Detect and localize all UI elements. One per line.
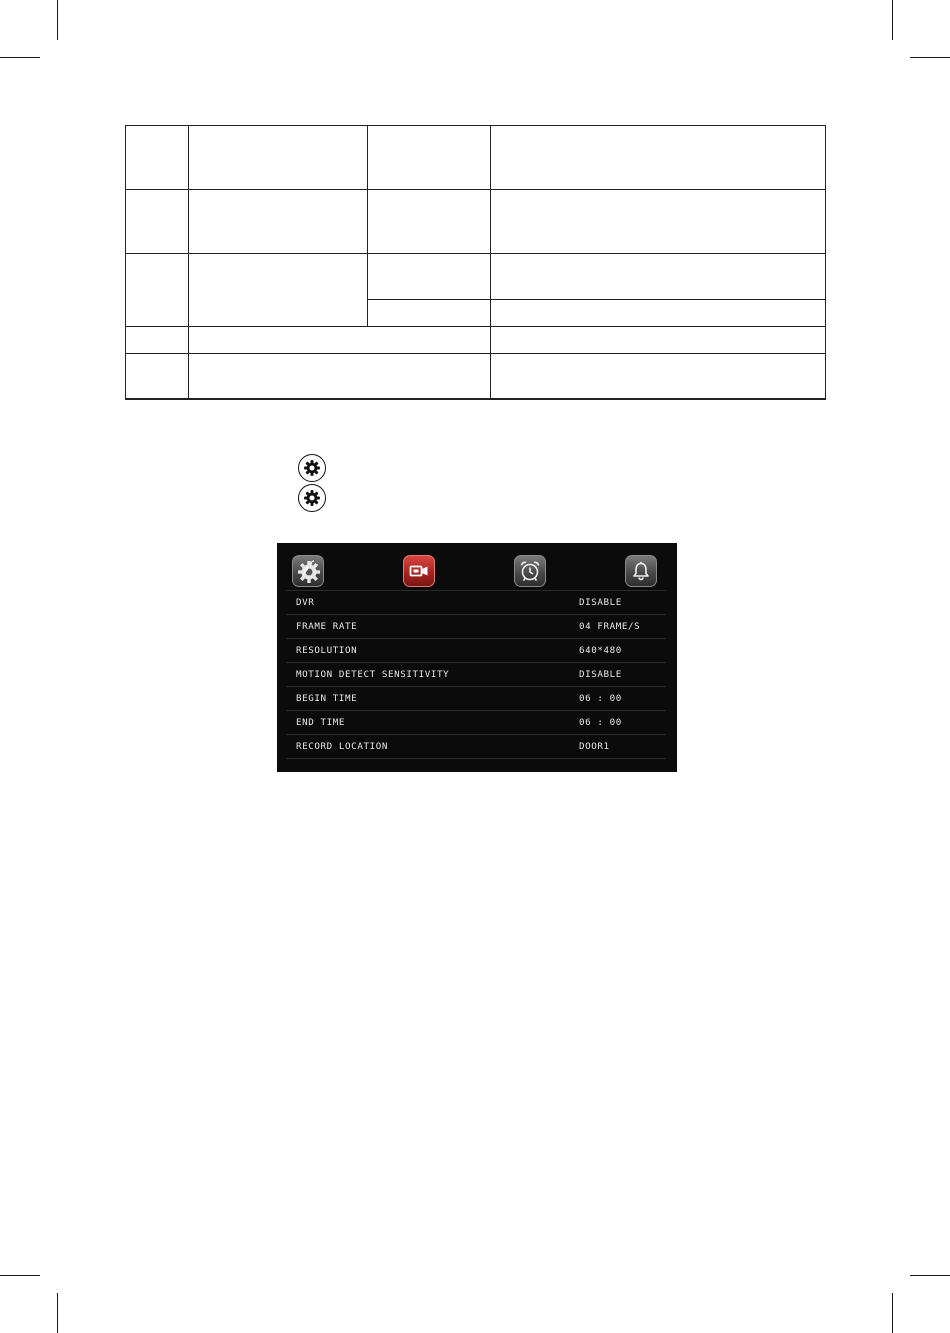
- table-cell: [126, 254, 189, 327]
- crop-mark: [910, 1275, 950, 1276]
- table-cell: [491, 354, 826, 399]
- setting-label: MOTION DETECT SENSITIVITY: [296, 669, 450, 680]
- menu-row-resolution[interactable]: [286, 639, 666, 663]
- table-row: [126, 126, 826, 190]
- table-cell: [491, 254, 826, 300]
- table-row: [126, 190, 826, 254]
- table-cell: [491, 300, 826, 327]
- table-cell: [491, 190, 826, 254]
- setting-value[interactable]: 640*480: [579, 645, 622, 656]
- settings-key-icon: [298, 484, 326, 512]
- table-cell: [189, 126, 368, 190]
- settings-key-icon: [298, 454, 326, 482]
- menu-row-end-time[interactable]: [286, 711, 666, 735]
- table-cell: [368, 126, 491, 190]
- table-row: [126, 254, 826, 300]
- crop-mark: [892, 1293, 893, 1333]
- menu-row-dvr[interactable]: [286, 591, 666, 615]
- setting-label: END TIME: [296, 717, 346, 728]
- table-cell: [189, 354, 491, 399]
- setting-value[interactable]: DOOR1: [579, 741, 610, 752]
- tab-ring[interactable]: [625, 555, 657, 587]
- setting-label: BEGIN TIME: [296, 693, 358, 704]
- crop-mark: [892, 0, 893, 40]
- tab-alarm[interactable]: [514, 555, 546, 587]
- gear-icon: [303, 459, 321, 477]
- table-cell: [126, 126, 189, 190]
- table-cell: [126, 354, 189, 399]
- menu-row-frame-rate[interactable]: [286, 615, 666, 639]
- table-cell: [189, 327, 491, 354]
- crop-mark: [0, 57, 40, 58]
- table-row: [126, 354, 826, 399]
- spec-table: [125, 125, 826, 400]
- setting-value[interactable]: 06 : 00: [579, 693, 622, 704]
- setting-value[interactable]: 06 : 00: [579, 717, 622, 728]
- table-cell: [189, 254, 368, 327]
- setting-value[interactable]: 04 FRAME/S: [579, 621, 641, 632]
- tab-system-settings[interactable]: [292, 555, 324, 587]
- setting-label: RESOLUTION: [296, 645, 358, 656]
- bell-icon: [630, 560, 652, 582]
- table-cell: [368, 254, 491, 300]
- menu-row-motion-detect-sensitivity[interactable]: [286, 663, 666, 687]
- alarm-clock-icon: [518, 559, 542, 583]
- setting-label: RECORD LOCATION: [296, 741, 388, 752]
- menu-row-begin-time[interactable]: [286, 687, 666, 711]
- table-cell: [126, 190, 189, 254]
- crop-mark: [57, 1293, 58, 1333]
- gear-icon: [303, 489, 321, 507]
- setting-value[interactable]: DISABLE: [579, 669, 622, 680]
- table-cell: [126, 327, 189, 354]
- crop-mark: [910, 57, 950, 58]
- video-camera-icon: [408, 560, 430, 582]
- table-row: [126, 327, 826, 354]
- dvr-settings-screen: [277, 543, 677, 772]
- dvr-settings-list: [286, 590, 666, 759]
- tab-video-recording[interactable]: [403, 555, 435, 587]
- menu-row-record-location[interactable]: [286, 735, 666, 759]
- crop-mark: [57, 0, 58, 40]
- table-cell: [368, 190, 491, 254]
- settings-gear-icon: [295, 558, 321, 584]
- table-cell: [491, 126, 826, 190]
- table-cell: [368, 300, 491, 327]
- table-cell: [491, 327, 826, 354]
- setting-value[interactable]: DISABLE: [579, 597, 622, 608]
- crop-mark: [0, 1275, 40, 1276]
- setting-label: DVR: [296, 597, 315, 608]
- setting-label: FRAME RATE: [296, 621, 358, 632]
- table-cell: [189, 190, 368, 254]
